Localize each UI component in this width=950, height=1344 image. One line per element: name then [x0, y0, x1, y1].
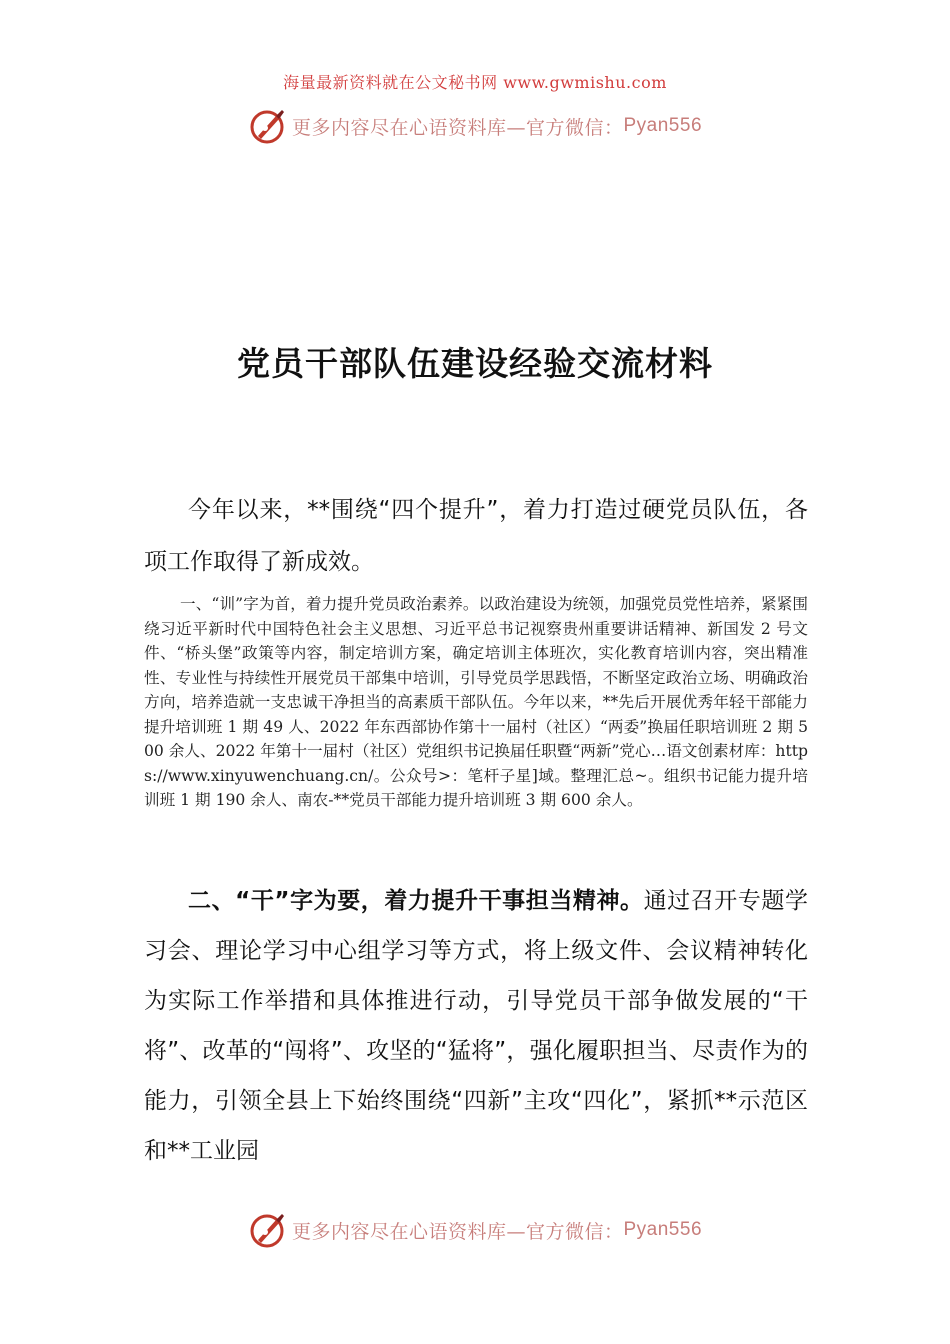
- intro-paragraph: 今年以来，**围绕“四个提升”，着力打造过硬党员队伍，各项工作取得了新成效。: [144, 497, 808, 575]
- section-2-heading: 二、“干”字为要，着力提升干事担当精神。: [188, 888, 644, 914]
- footer-banner: [0, 1210, 950, 1250]
- header-banner-wechat-id: Pyan556: [623, 115, 703, 136]
- top-website-link[interactable]: 海量最新资料就在公文秘书网 www.gwmishu.com: [283, 73, 667, 92]
- footer-banner-wechat-id: Pyan556: [623, 1219, 703, 1240]
- header-banner-text: 更多内容尽在心语资料库—官方微信：: [291, 116, 624, 139]
- header-banner: [0, 106, 950, 146]
- footer-banner-text: 更多内容尽在心语资料库—官方微信：: [291, 1220, 624, 1243]
- section-2-paragraph: [144, 876, 808, 1176]
- pen-logo-icon: [248, 106, 288, 146]
- pen-logo-icon: [248, 1210, 288, 1250]
- section-2-body: 通过召开专题学习会、理论学习中心组学习等方式，将上级文件、会议精神转化为实际工作举措和具体推进行动，引导党员干部争做发展的“干将”、改革的“闯将”、攻坚的“猛将”，强化履职担当、尽责作为的能力，引领全县上下始终围绕“四新”主攻“四化”，紧抓**示范区和**工业园: [144, 888, 809, 1164]
- section-1-paragraph: 一、“训”字为首，着力提升党员政治素养。以政治建设为统领，加强党员党性培养，紧紧围绕习近平新时代中国特色社会主义思想、习近平总书记视察贵州重要讲话精神、新国发 2 号文件、“桥头堡”政策等内容，制定培训方案，确定培训主体班次，实化教育培训内容，突出精准性、专业性与持续性开展党员干部集中培训，引导党员学思践悟，不断坚定政治立场、明确政治方向，培养造就一支忠诚干净担当的高素质干部队伍。今年以来，**先后开展优秀年轻干部能力提升培训班 1 期 49 人、2022 年东西部协作第十一届村（社区）“两委”换届任职培训班 2 期 500 余人、2022 年第十一届村（社区）党组织书记换届任职暨“两新”党心…语文创素材库：https://www.xinyuwenchuang.cn/。公众号>：笔杆子星]域。整理汇总~。组织书记能力提升培训班 1 期 190 余人、南农-**党员干部能力提升培训班 3 期 600 余人。: [144, 595, 808, 809]
- document-title: 党员干部队伍建设经验交流材料: [237, 344, 713, 383]
